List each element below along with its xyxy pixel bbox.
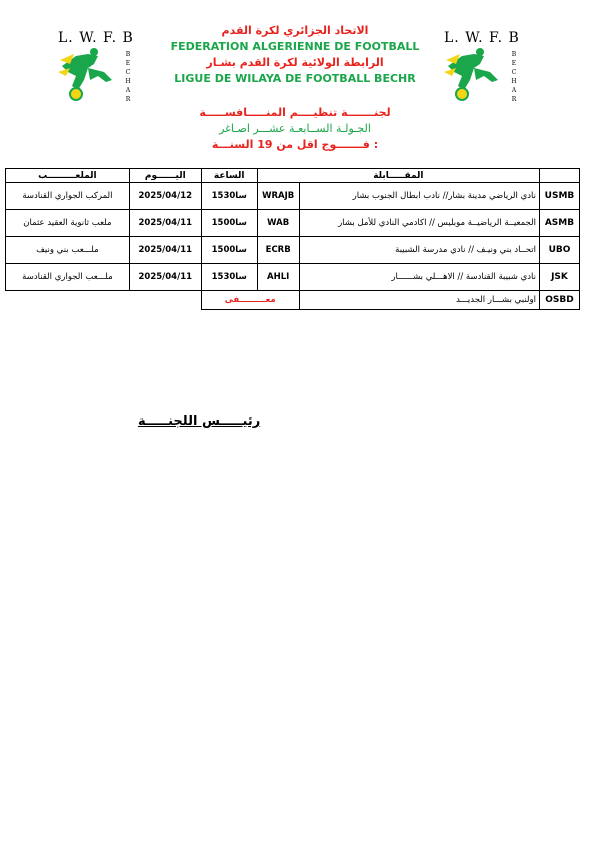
- club-header: [539, 169, 579, 183]
- league-arabic: الرابطة الولائية لكرة القدم بشـار: [206, 56, 384, 69]
- away-code-cell: AHLI: [257, 264, 299, 291]
- date-header: اليــــــوم: [129, 169, 201, 183]
- home-club-cell: UBO: [539, 237, 579, 264]
- committee-title: لجنـــــــة تنظيــــم المنـــــافســـــة: [199, 106, 391, 119]
- date-cell: 2025/04/11: [129, 264, 201, 291]
- schedule-table: [5, 168, 580, 310]
- league-logo-right: [440, 30, 530, 102]
- federation-french: FEDERATION ALGERIENNE DE FOOTBALL: [170, 40, 420, 53]
- committee-president-signature: رئيـــــس اللجنـــــة: [138, 414, 261, 429]
- round-title: الجـولـة الســابعـة عشـــر اصـاغر: [219, 122, 371, 135]
- date-cell: 2025/04/11: [129, 237, 201, 264]
- home-club-cell: USMB: [539, 183, 579, 210]
- table-row: [6, 264, 580, 291]
- match-cell: الجمعيــة الرياضيــة موبليس // اكادمي النادي للأمل بشار: [299, 210, 539, 237]
- logo-side-letters: B E C H A R: [511, 51, 517, 103]
- footballer-icon: [54, 46, 124, 102]
- time-cell: 15سا30: [201, 264, 257, 291]
- venue-cell: ملـــعب بني ونيف: [6, 237, 130, 264]
- venue-cell: المركب الجواري القنادسة: [6, 183, 130, 210]
- league-french: LIGUE DE WILAYA DE FOOTBALL BECHR: [174, 72, 416, 85]
- match-cell: اولنبي بشـــار الجديـــد: [299, 291, 539, 310]
- home-club-cell: JSK: [539, 264, 579, 291]
- footballer-icon: [440, 46, 510, 102]
- date-cell: 2025/04/12: [129, 183, 201, 210]
- home-club-cell: ASMB: [539, 210, 579, 237]
- time-cell: 15سا30: [201, 183, 257, 210]
- table-row: [6, 210, 580, 237]
- venue-header: الملعـــــــــب: [6, 169, 130, 183]
- time-cell: 15سا00: [201, 237, 257, 264]
- time-header: الساعة: [201, 169, 257, 183]
- venue-cell: ملعب ثانوية العقيد عثمان: [6, 210, 130, 237]
- logo-title: L. W. F. B: [444, 30, 520, 46]
- date-cell: 2025/04/11: [129, 210, 201, 237]
- match-cell: نادي شبيبة القنادسة // الاهـــلي بشــــــار: [299, 264, 539, 291]
- match-cell: نادي الرياضي مدينة بشار// نادب ابطال الجنوب بشار: [299, 183, 539, 210]
- logo-title: L. W. F. B: [58, 30, 134, 46]
- logo-side-letters: B E C H A R: [125, 51, 131, 103]
- away-code-cell: WRAJB: [257, 183, 299, 210]
- away-code-cell: WAB: [257, 210, 299, 237]
- venue-cell: ملـــعب الجواري القنادسة: [6, 264, 130, 291]
- home-club-cell: OSBD: [539, 291, 579, 310]
- away-code-cell: ECRB: [257, 237, 299, 264]
- league-logo-left: [54, 30, 144, 102]
- match-cell: اتحــاد بني ونيـف // نادي مدرسة الشبيبة: [299, 237, 539, 264]
- match-header: المقـــــابلة: [257, 169, 539, 183]
- exempt-status-cell: معـــــــــفى: [201, 291, 299, 310]
- time-cell: 15سا00: [201, 210, 257, 237]
- category-title: فـــــــوج اقل من 19 السنـــة :: [211, 138, 379, 151]
- federation-arabic: الاتحاد الجزائري لكرة القدم: [221, 24, 369, 37]
- table-header-row: [6, 169, 580, 183]
- table-row: [6, 237, 580, 264]
- table-row: [6, 183, 580, 210]
- exempt-row: [6, 291, 580, 310]
